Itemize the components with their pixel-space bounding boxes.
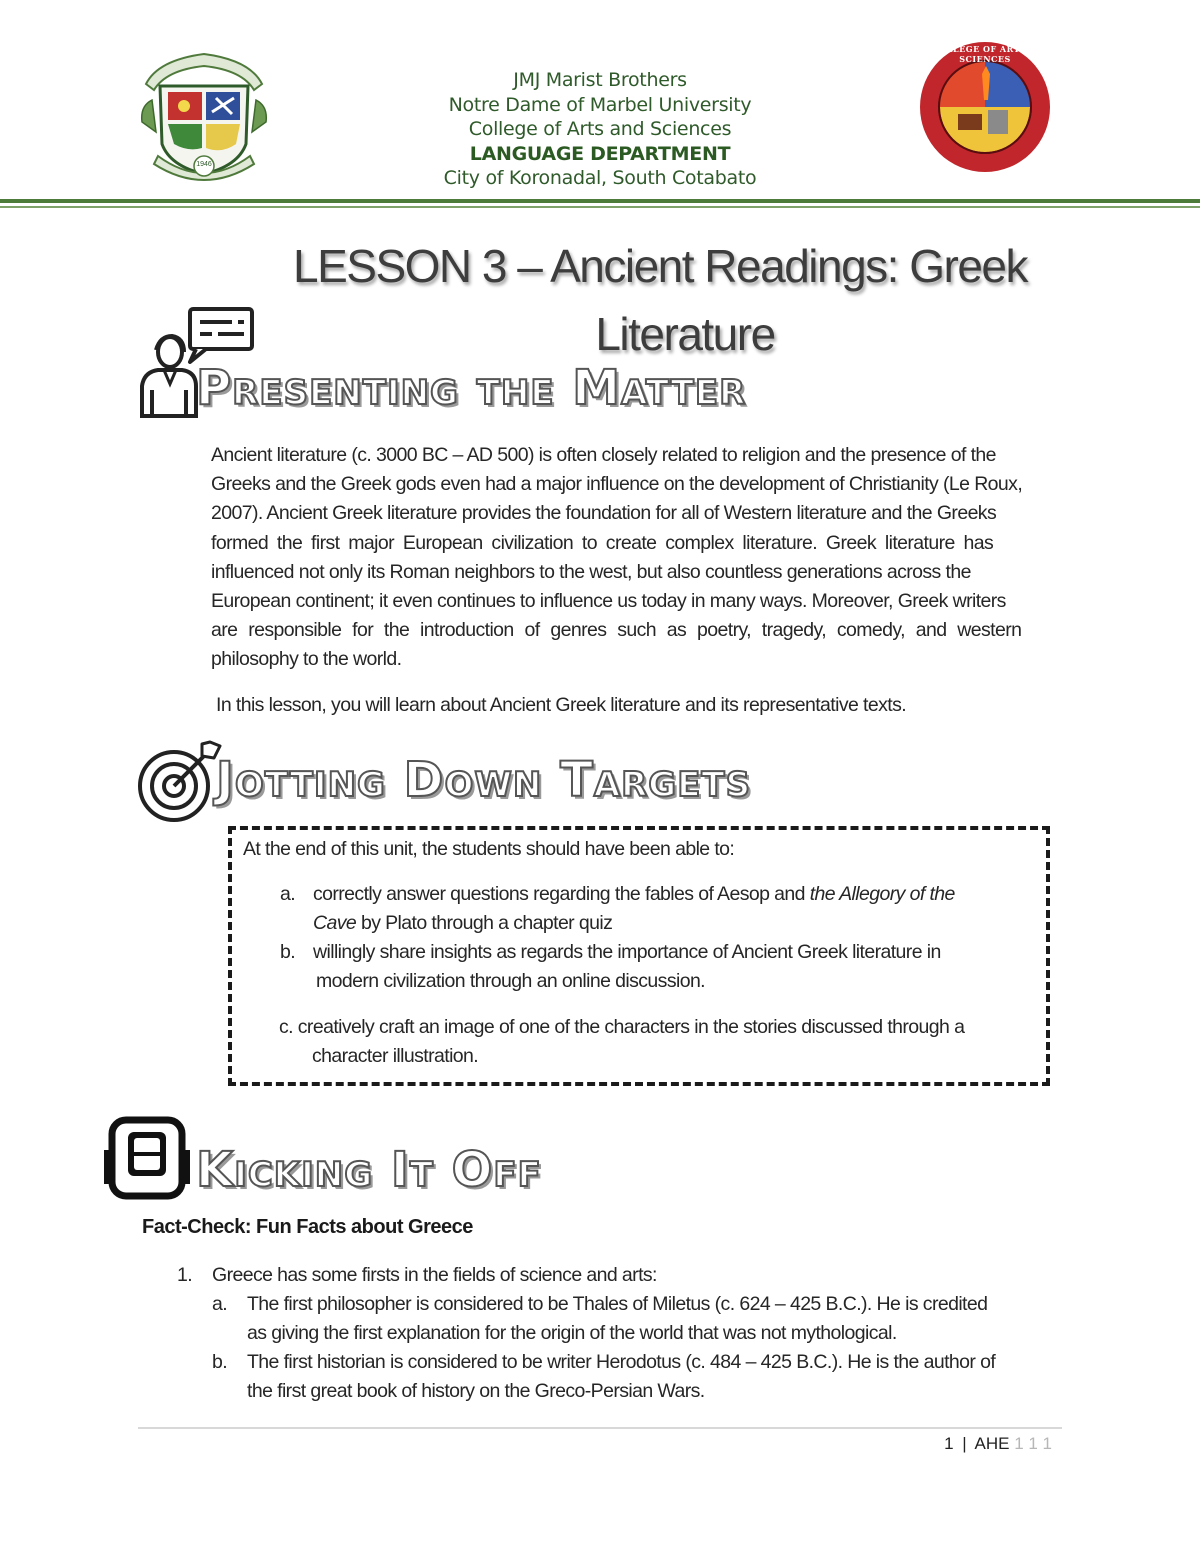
paragraph-line: influenced not only its Roman neighbors to the west, but also countless generations across the	[211, 560, 971, 583]
fact-sub-b-line2: the first great book of history on the Greco-Persian Wars.	[247, 1380, 705, 1403]
fact-item-1-marker: 1.	[177, 1264, 193, 1286]
fact-sub-a-line2: as giving the first explanation for the origin of the world that was not mythological.	[247, 1322, 897, 1345]
university-seal-logo	[138, 40, 270, 186]
objective-c-line2: character illustration.	[312, 1045, 479, 1068]
kicking-heading: Kicking It Off	[196, 1142, 542, 1198]
paragraph-line: Greeks and the Greek gods even had a major influence on the development of Christianity (Le Roux,	[211, 473, 1023, 496]
objective-a-text: correctly answer questions regarding the fables of Aesop and	[313, 883, 810, 905]
course-code: AHE	[974, 1434, 1010, 1453]
factcheck-title: Fact-Check: Fun Facts about Greece	[142, 1216, 473, 1238]
objective-a	[313, 880, 1033, 938]
footer-divider	[138, 1427, 1062, 1429]
objectives-intro: At the end of this unit, the students should have been able to:	[243, 838, 735, 860]
seal-year: 1946	[196, 161, 212, 168]
header-line-city: City of Koronadal, South Cotabato	[443, 167, 757, 189]
lesson-intro-sentence: In this lesson, you will learn about Ancient Greek literature and its representative texts.	[216, 694, 907, 716]
footer-separator: |	[962, 1434, 967, 1453]
course-code-suffix: 1 1 1	[1014, 1434, 1052, 1453]
paragraph-line: philosophy to the world.	[211, 648, 402, 671]
fact-sub-a	[247, 1290, 1057, 1348]
paragraph-line: are responsible for the introduction of genres such as poetry, tragedy, comedy, and western	[211, 619, 1022, 642]
logo-ring-text: COLLEGE OF ARTS & SCIENCES	[932, 44, 1038, 64]
objective-a-title: the Allegory of the	[809, 883, 955, 905]
fact-sub-b	[247, 1348, 1057, 1406]
objective-b-marker: b.	[280, 941, 296, 963]
objective-b-line2: modern civilization through an online discussion.	[316, 970, 706, 993]
lesson-title-line2: Literature	[595, 308, 775, 360]
lesson-title-line1: LESSON 3 – Ancient Readings: Greek	[293, 240, 1027, 292]
presenting-paragraph	[211, 441, 1059, 675]
objective-c	[279, 1013, 1039, 1071]
objective-b-line1: willingly share insights as regards the importance of Ancient Greek literature in	[313, 941, 941, 963]
fact-sub-b-marker: b.	[212, 1351, 228, 1373]
paragraph-line: 2007). Ancient Greek literature provides the foundation for all of Western literature and the Greeks	[211, 502, 997, 525]
header-line-college: College of Arts and Sciences	[468, 118, 732, 140]
fact-sub-a-line1: The first philosopher is considered to be Thales of Miletus (c. 624 – 425 B.C.). He is credited	[247, 1293, 988, 1315]
fact-sub-b-line1: The first historian is considered to be writer Herodotus (c. 484 – 425 B.C.). He is the author of	[247, 1351, 996, 1373]
objective-a-text-cont: by Plato through a chapter quiz	[356, 912, 613, 935]
targets-heading: Jotting Down Targets	[216, 752, 752, 808]
objective-b	[313, 938, 1033, 996]
paragraph-line: Ancient literature (c. 3000 BC – AD 500) is often closely related to religion and the presence of the	[211, 444, 996, 466]
header-line-marist: JMJ Marist Brothers	[513, 69, 687, 91]
page-footer	[900, 1434, 1052, 1454]
header-line-university: Notre Dame of Marbel University	[448, 93, 752, 116]
lesson-title	[230, 232, 1090, 368]
paragraph-line: formed the first major European civilization to create complex literature. Greek literature has	[211, 531, 994, 554]
objective-c-line1: c. creatively craft an image of one of the characters in the stories discussed through a	[279, 1016, 965, 1038]
target-icon	[136, 738, 222, 824]
backpack-icon	[104, 1114, 190, 1200]
presenting-heading: Presenting the Matter	[196, 360, 747, 416]
header-divider-thin	[0, 206, 1200, 208]
header-divider	[0, 199, 1200, 203]
institution-header	[380, 68, 820, 191]
header-line-department: LANGUAGE DEPARTMENT	[469, 142, 731, 165]
objective-a-title-cont: Cave	[313, 912, 357, 935]
paragraph-line: European continent; it even continues to influence us today in many ways. Moreover, Greek writers	[211, 590, 1006, 613]
college-arts-sciences-logo	[918, 40, 1052, 174]
objective-a-marker: a.	[280, 883, 296, 905]
fact-item-1: Greece has some firsts in the fields of science and arts:	[212, 1264, 657, 1286]
fact-sub-a-marker: a.	[212, 1293, 228, 1315]
page-number: 1	[944, 1434, 954, 1453]
